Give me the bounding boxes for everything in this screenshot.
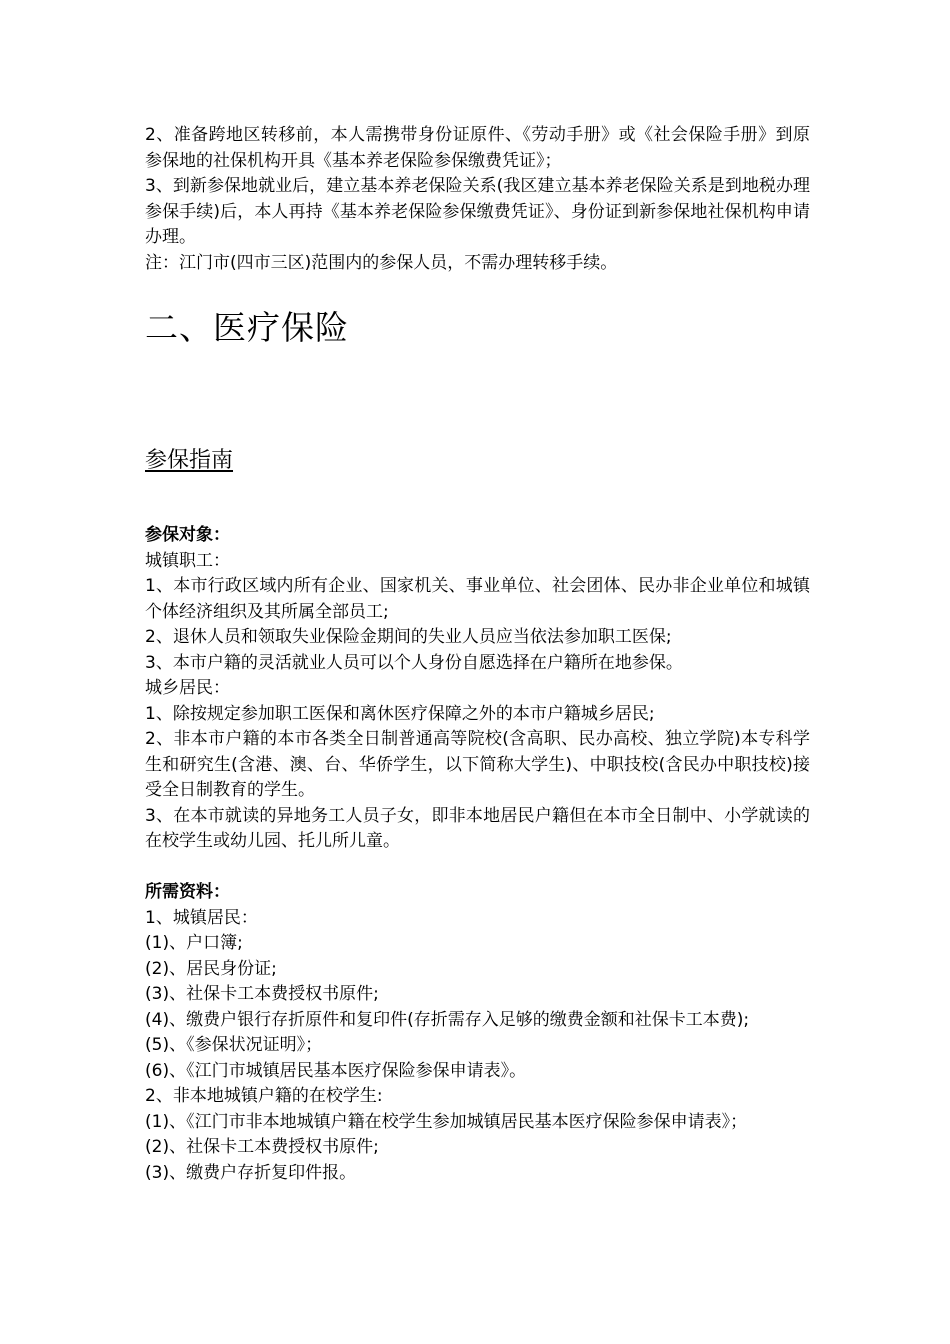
urban-worker-label: 城镇职工：: [145, 550, 230, 571]
guide-body: [145, 523, 810, 1186]
list-item: 3、本市户籍的灵活就业人员可以个人身份自愿选择在户籍所在地参保。: [145, 652, 683, 673]
group-label: 1、城镇居民：: [145, 907, 258, 928]
list-item: (2)、社保卡工本费授权书原件;: [145, 1137, 379, 1157]
list-item: (3)、社保卡工本费授权书原件;: [145, 984, 379, 1004]
list-item: (1)、《江门市非本地城镇户籍在校学生参加城镇居民基本医疗保险参保申请表》；: [145, 1111, 748, 1132]
resident-label: 城乡居民：: [145, 678, 230, 698]
spacer: [145, 855, 810, 881]
group-label: 2、非本地城镇户籍的在校学生:: [145, 1086, 383, 1106]
paragraph: 2、准备跨地区转移前，本人需携带身份证原件、《劳动手册》或《社会保险手册》到原参保地的社保机构开具《基本养老保险参保缴费凭证》；: [145, 125, 810, 171]
list-item: 2、非本市户籍的本市各类全日制普通高等院校(含高职、民办高校、独立学院)本专科学生和研究生(含港、澳、台、华侨学生，以下简称大学生)、中职技校(含民办中职技校)接受全日制教育的学生。: [145, 729, 810, 800]
note-paragraph: 注：江门市(四市三区)范围内的参保人员，不需办理转移手续。: [145, 252, 618, 273]
paragraph: 3、到新参保地就业后，建立基本养老保险关系(我区建立基本养老保险关系是到地税办理参保手续)后，本人再持《基本养老保险参保缴费凭证》、身份证到新参保地社保机构申请办理。: [145, 176, 810, 247]
target-heading: 参保对象：: [145, 525, 230, 545]
list-item: 1、本市行政区域内所有企业、国家机关、事业单位、社会团体、民办非企业单位和城镇个体经济组织及其所属全部员工;: [145, 576, 810, 622]
list-item: (5)、《参保状况证明》；: [145, 1035, 323, 1055]
list-item: (2)、居民身份证;: [145, 958, 277, 979]
list-item: 1、除按规定参加职工医保和离休医疗保障之外的本市户籍城乡居民;: [145, 703, 655, 724]
list-item: (1)、户口簿;: [145, 933, 243, 953]
section-title: 二、医疗保险: [145, 308, 349, 347]
list-item: 2、退休人员和领取失业保险金期间的失业人员应当依法参加职工医保;: [145, 627, 672, 647]
intro-block: [145, 123, 810, 276]
subsection-title: 参保指南: [145, 448, 234, 473]
list-item: (6)、《江门市城镇居民基本医疗保险参保申请表》。: [145, 1060, 527, 1081]
list-item: (3)、缴费户存折复印件报。: [145, 1162, 357, 1183]
list-item: (4)、缴费户银行存折原件和复印件(存折需存入足够的缴费金额和社保卡工本费);: [145, 1009, 750, 1030]
list-item: 3、在本市就读的异地务工人员子女，即非本地居民户籍但在本市全日制中、小学就读的在校学生或幼儿园、托儿所儿童。: [145, 805, 810, 851]
materials-heading: 所需资料：: [145, 882, 230, 902]
